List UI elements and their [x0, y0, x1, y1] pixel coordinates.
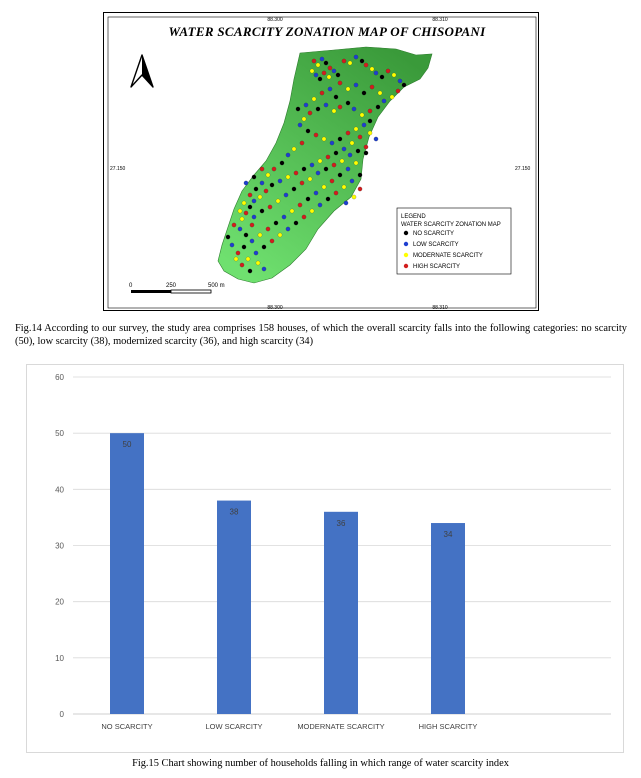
survey-point	[298, 123, 302, 127]
survey-point	[310, 209, 314, 213]
survey-point	[352, 107, 356, 111]
scale-bar	[129, 283, 225, 293]
survey-point	[328, 87, 332, 91]
survey-point	[308, 111, 312, 115]
survey-point	[316, 63, 320, 67]
survey-point	[268, 205, 272, 209]
survey-point	[278, 179, 282, 183]
survey-point	[346, 167, 350, 171]
category-label: MODERNATE SCARCITY	[297, 722, 385, 731]
fig15-caption: Fig.15 Chart showing number of households falling in which range of water scarcity index	[132, 758, 509, 769]
survey-point	[360, 113, 364, 117]
survey-point	[318, 77, 322, 81]
survey-point	[232, 223, 236, 227]
survey-point	[276, 199, 280, 203]
survey-point	[320, 57, 324, 61]
survey-point	[378, 91, 382, 95]
survey-point	[262, 245, 266, 249]
legend-swatch	[404, 242, 408, 246]
coord-bottom-left: 88.300	[267, 305, 283, 311]
survey-point	[344, 201, 348, 205]
survey-point	[236, 251, 240, 255]
survey-point	[248, 269, 252, 273]
survey-point	[290, 209, 294, 213]
survey-point	[332, 69, 336, 73]
survey-point	[334, 95, 338, 99]
survey-point	[316, 171, 320, 175]
survey-point	[252, 175, 256, 179]
survey-point	[334, 151, 338, 155]
survey-point	[244, 211, 248, 215]
survey-point	[326, 155, 330, 159]
survey-point	[248, 205, 252, 209]
survey-point	[350, 179, 354, 183]
survey-point	[266, 227, 270, 231]
survey-point	[356, 149, 360, 153]
survey-point	[286, 227, 290, 231]
survey-point	[254, 187, 258, 191]
survey-point	[328, 66, 332, 70]
survey-point	[254, 251, 258, 255]
survey-point	[260, 209, 264, 213]
legend-item-label: LOW SCARCITY	[413, 242, 459, 248]
survey-point	[306, 129, 310, 133]
category-label: LOW SCARCITY	[205, 722, 263, 731]
survey-point	[314, 133, 318, 137]
survey-point	[256, 261, 260, 265]
survey-point	[398, 79, 402, 83]
survey-point	[314, 191, 318, 195]
survey-point	[334, 191, 338, 195]
survey-point	[376, 105, 380, 109]
bar	[431, 523, 465, 714]
survey-point	[342, 147, 346, 151]
y-tick-label: 30	[55, 541, 64, 551]
legend-swatch	[404, 253, 408, 257]
survey-point	[380, 75, 384, 79]
y-tick-label: 20	[55, 597, 64, 607]
survey-point	[250, 239, 254, 243]
y-tick-label: 0	[59, 710, 64, 719]
survey-point	[242, 201, 246, 205]
survey-point	[354, 55, 358, 59]
survey-point	[386, 69, 390, 73]
survey-point	[302, 167, 306, 171]
survey-point	[327, 75, 331, 79]
bar-value-label: 34	[443, 530, 453, 540]
survey-point	[350, 141, 354, 145]
survey-point	[248, 193, 252, 197]
coord-top-left: 88.300	[267, 17, 283, 23]
survey-point	[354, 161, 358, 165]
survey-point	[308, 177, 312, 181]
scale-zero: 0	[129, 283, 133, 289]
survey-point	[348, 61, 352, 65]
survey-point	[304, 103, 308, 107]
survey-point	[278, 233, 282, 237]
bar	[324, 512, 358, 714]
survey-point	[240, 263, 244, 267]
survey-point	[292, 187, 296, 191]
coord-top-right: 88.310	[432, 17, 448, 23]
y-tick-label: 50	[55, 429, 64, 439]
map-canvas	[104, 13, 540, 312]
bar	[110, 433, 144, 714]
bar-chart	[26, 364, 624, 753]
chart-canvas	[27, 365, 625, 754]
survey-point	[258, 233, 262, 237]
survey-point	[346, 101, 350, 105]
bar-value-label: 50	[122, 440, 132, 450]
survey-point	[364, 151, 368, 155]
survey-point	[286, 175, 290, 179]
survey-point	[360, 59, 364, 63]
survey-point	[358, 187, 362, 191]
survey-point	[374, 137, 378, 141]
bar	[217, 501, 251, 714]
bar-value-label: 38	[229, 507, 239, 517]
scale-end: 500 m	[208, 283, 225, 289]
survey-point	[272, 167, 276, 171]
legend-swatch	[404, 264, 408, 268]
survey-point	[382, 99, 386, 103]
survey-point	[260, 167, 264, 171]
survey-point	[338, 81, 342, 85]
survey-point	[238, 209, 242, 213]
survey-point	[306, 197, 310, 201]
y-tick-label: 40	[55, 485, 64, 495]
survey-point	[336, 73, 340, 77]
survey-point	[346, 87, 350, 91]
category-label: NO SCARCITY	[101, 722, 153, 731]
survey-point	[324, 61, 328, 65]
survey-point	[374, 71, 378, 75]
survey-point	[262, 267, 266, 271]
survey-point	[302, 215, 306, 219]
survey-point	[294, 221, 298, 225]
survey-point	[300, 181, 304, 185]
legend-heading: LEGEND	[401, 214, 426, 220]
y-tick-label: 60	[55, 373, 64, 382]
survey-point	[240, 217, 244, 221]
fig14-caption: Fig.14 According to our survey, the study area comprises 158 houses, of which the overall scarcity falls into the following categories: no scarcity (50), low scarcity (38), modernized scarcity (36), and high scarcity (34)	[15, 323, 627, 347]
survey-point	[292, 147, 296, 151]
survey-point	[362, 123, 366, 127]
survey-point	[274, 221, 278, 225]
survey-point	[310, 69, 314, 73]
survey-point	[326, 197, 330, 201]
survey-point	[250, 223, 254, 227]
survey-point	[266, 173, 270, 177]
survey-point	[338, 173, 342, 177]
survey-point	[396, 89, 400, 93]
survey-point	[280, 161, 284, 165]
survey-point	[392, 73, 396, 77]
survey-point	[342, 59, 346, 63]
survey-point	[340, 159, 344, 163]
survey-point	[364, 63, 368, 67]
survey-point	[260, 181, 264, 185]
survey-point	[358, 135, 362, 139]
survey-point	[364, 145, 368, 149]
survey-point	[346, 131, 350, 135]
survey-point	[312, 59, 316, 63]
survey-point	[286, 153, 290, 157]
survey-point	[322, 137, 326, 141]
survey-point	[242, 245, 246, 249]
survey-point	[252, 199, 256, 203]
survey-point	[368, 109, 372, 113]
survey-point	[282, 215, 286, 219]
survey-point	[310, 163, 314, 167]
survey-point	[358, 173, 362, 177]
survey-point	[330, 141, 334, 145]
survey-point	[284, 193, 288, 197]
legend-swatch	[404, 231, 408, 235]
survey-point	[238, 227, 242, 231]
survey-point	[370, 67, 374, 71]
survey-point	[226, 235, 230, 239]
north-arrow-icon	[131, 55, 153, 87]
survey-point	[338, 137, 342, 141]
survey-point	[244, 181, 248, 185]
survey-point	[264, 189, 268, 193]
survey-point	[342, 185, 346, 189]
survey-point	[258, 195, 262, 199]
survey-point	[354, 127, 358, 131]
map-legend	[397, 208, 511, 274]
survey-point	[314, 73, 318, 77]
survey-point	[318, 159, 322, 163]
survey-point	[332, 109, 336, 113]
survey-point	[370, 85, 374, 89]
survey-point	[302, 117, 306, 121]
map-figure	[103, 12, 539, 311]
y-tick-label: 10	[55, 653, 64, 663]
survey-point	[316, 107, 320, 111]
survey-point	[244, 233, 248, 237]
survey-point	[246, 257, 250, 261]
survey-point	[354, 83, 358, 87]
survey-point	[324, 103, 328, 107]
survey-point	[362, 91, 366, 95]
survey-point	[298, 203, 302, 207]
survey-point	[296, 107, 300, 111]
survey-point	[390, 95, 394, 99]
survey-point	[402, 83, 406, 87]
survey-point	[320, 91, 324, 95]
scale-mid: 250	[166, 283, 177, 289]
survey-point	[348, 153, 352, 157]
coord-right: 27.150	[515, 166, 531, 172]
survey-point	[252, 215, 256, 219]
survey-point	[322, 71, 326, 75]
survey-point	[270, 183, 274, 187]
survey-point	[330, 179, 334, 183]
coord-bottom-right: 88.310	[432, 305, 448, 311]
survey-point	[300, 141, 304, 145]
survey-point	[312, 97, 316, 101]
category-label: HIGH SCARCITY	[418, 722, 478, 731]
legend-item-label: MODERNATE SCARCITY	[413, 253, 483, 259]
survey-point	[318, 203, 322, 207]
survey-point	[352, 195, 356, 199]
legend-item-label: NO SCARCITY	[413, 231, 455, 237]
map-title: WATER SCARCITY ZONATION MAP OF CHISOPANI	[168, 24, 486, 39]
survey-point	[324, 167, 328, 171]
survey-point	[368, 131, 372, 135]
legend-item-label: HIGH SCARCITY	[413, 264, 461, 270]
coord-left: 27.150	[110, 166, 126, 172]
legend-subheading: WATER SCARCITY ZONATION MAP	[401, 222, 501, 228]
survey-point	[270, 239, 274, 243]
survey-point	[338, 105, 342, 109]
survey-point	[368, 119, 372, 123]
survey-point	[234, 257, 238, 261]
survey-point	[322, 185, 326, 189]
survey-point	[332, 163, 336, 167]
survey-point	[294, 171, 298, 175]
bar-value-label: 36	[336, 518, 346, 528]
survey-point	[230, 243, 234, 247]
